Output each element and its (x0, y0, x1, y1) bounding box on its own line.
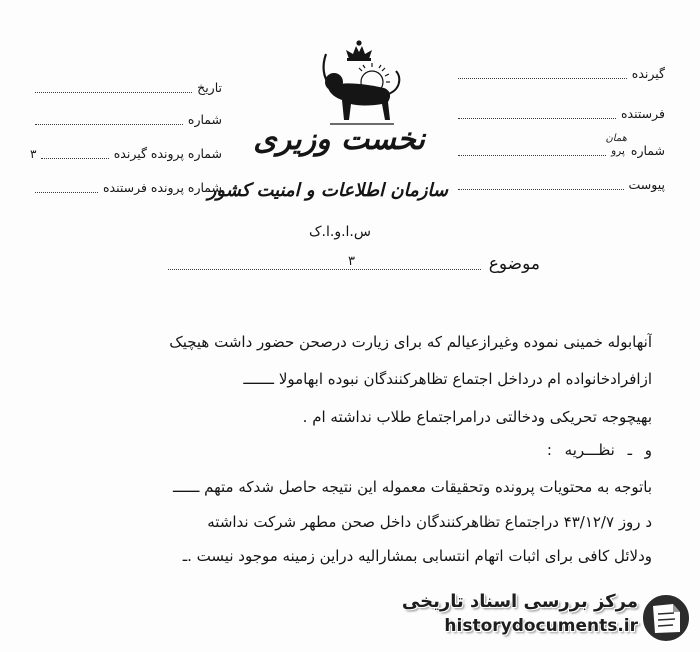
number-suffix: پرو (611, 145, 625, 157)
date-label: تاریخ (197, 80, 222, 95)
ministry-title: نخست وزیری (253, 122, 425, 157)
attachment-label: پیوست (628, 177, 665, 192)
recipient-file-number-label: شماره پرونده گیرنده (113, 146, 222, 161)
lion-icon (325, 71, 399, 124)
body-line-7: ودلائل کافی برای اثبات اتهام انتسابی بمشارالیه دراین زمینه موجود نیست .ـ (182, 547, 652, 565)
date-dotted-line (35, 91, 192, 93)
number-field-left (30, 112, 222, 128)
handwritten-note: همان (605, 133, 627, 144)
organization-title: سازمان اطلاعات و امنیت کشور (207, 180, 448, 201)
watermark-title: مرکز بررسی اسناد تاریخی (401, 591, 638, 612)
number-label-right: شماره (630, 143, 665, 158)
opinion-heading: و ـ نظـــریه : (546, 441, 652, 459)
archive-logo-icon (640, 592, 692, 644)
lion-and-sun-emblem (312, 38, 408, 130)
subject-field (168, 254, 540, 274)
sender-dotted-line (458, 117, 616, 119)
recipient-field (453, 66, 665, 82)
recipient-file-number-field (30, 146, 222, 162)
body-line-2: ازافرادخانواده ام درداخل اجتماع تظاهرکنندگان نبوده ابهامولا ـــــــ (243, 370, 652, 388)
attachment-dotted-line (458, 188, 624, 190)
number-dotted-line-left (35, 123, 183, 125)
date-field (30, 80, 222, 96)
number-label-left: شماره (187, 112, 222, 127)
recipient-file-number-value: ۳ (30, 147, 37, 161)
attachment-field (453, 177, 665, 193)
sender-label: فرستنده (620, 106, 665, 121)
sender-file-number-label: شماره پرونده فرستنده (102, 180, 222, 195)
number-annotation (605, 133, 627, 159)
organization-abbreviation: س.ا.و.ا.ک (309, 224, 371, 240)
recipient-file-number-dotted-line (41, 157, 108, 159)
sender-field (453, 106, 665, 122)
sender-file-number-field (30, 180, 222, 196)
subject-dotted-line (168, 254, 481, 270)
number-dotted-line-right (458, 154, 606, 156)
subject-label: موضوع (488, 254, 540, 274)
body-line-5: باتوجه به محتویات پرونده وتحقیقات معموله این نتیجه حاصل شدکه متهم ــــــ (172, 478, 652, 496)
recipient-dotted-line (458, 77, 627, 79)
watermark (398, 590, 638, 648)
subject-value: ۳ (348, 254, 355, 269)
crown-icon (346, 40, 372, 61)
body-line-1: آنهابوله خمینی نموده وغیرازعیالم که برای زیارت درصحن حضور داشت هیچیک (169, 333, 652, 351)
watermark-url: historydocuments.ir (444, 616, 638, 636)
sender-file-number-dotted-line (35, 191, 98, 193)
body-line-3: بهیچوجه تحریکی ودخالتی درامراجتماع طلاب نداشته ام . (302, 408, 652, 426)
number-field-right (453, 133, 665, 159)
body-line-6: د روز ۴۳/۱۲/۷ دراجتماع تظاهرکنندگان داخل صحن مطهر شرکت نداشته (207, 513, 652, 531)
recipient-label: گیرنده (631, 66, 665, 81)
